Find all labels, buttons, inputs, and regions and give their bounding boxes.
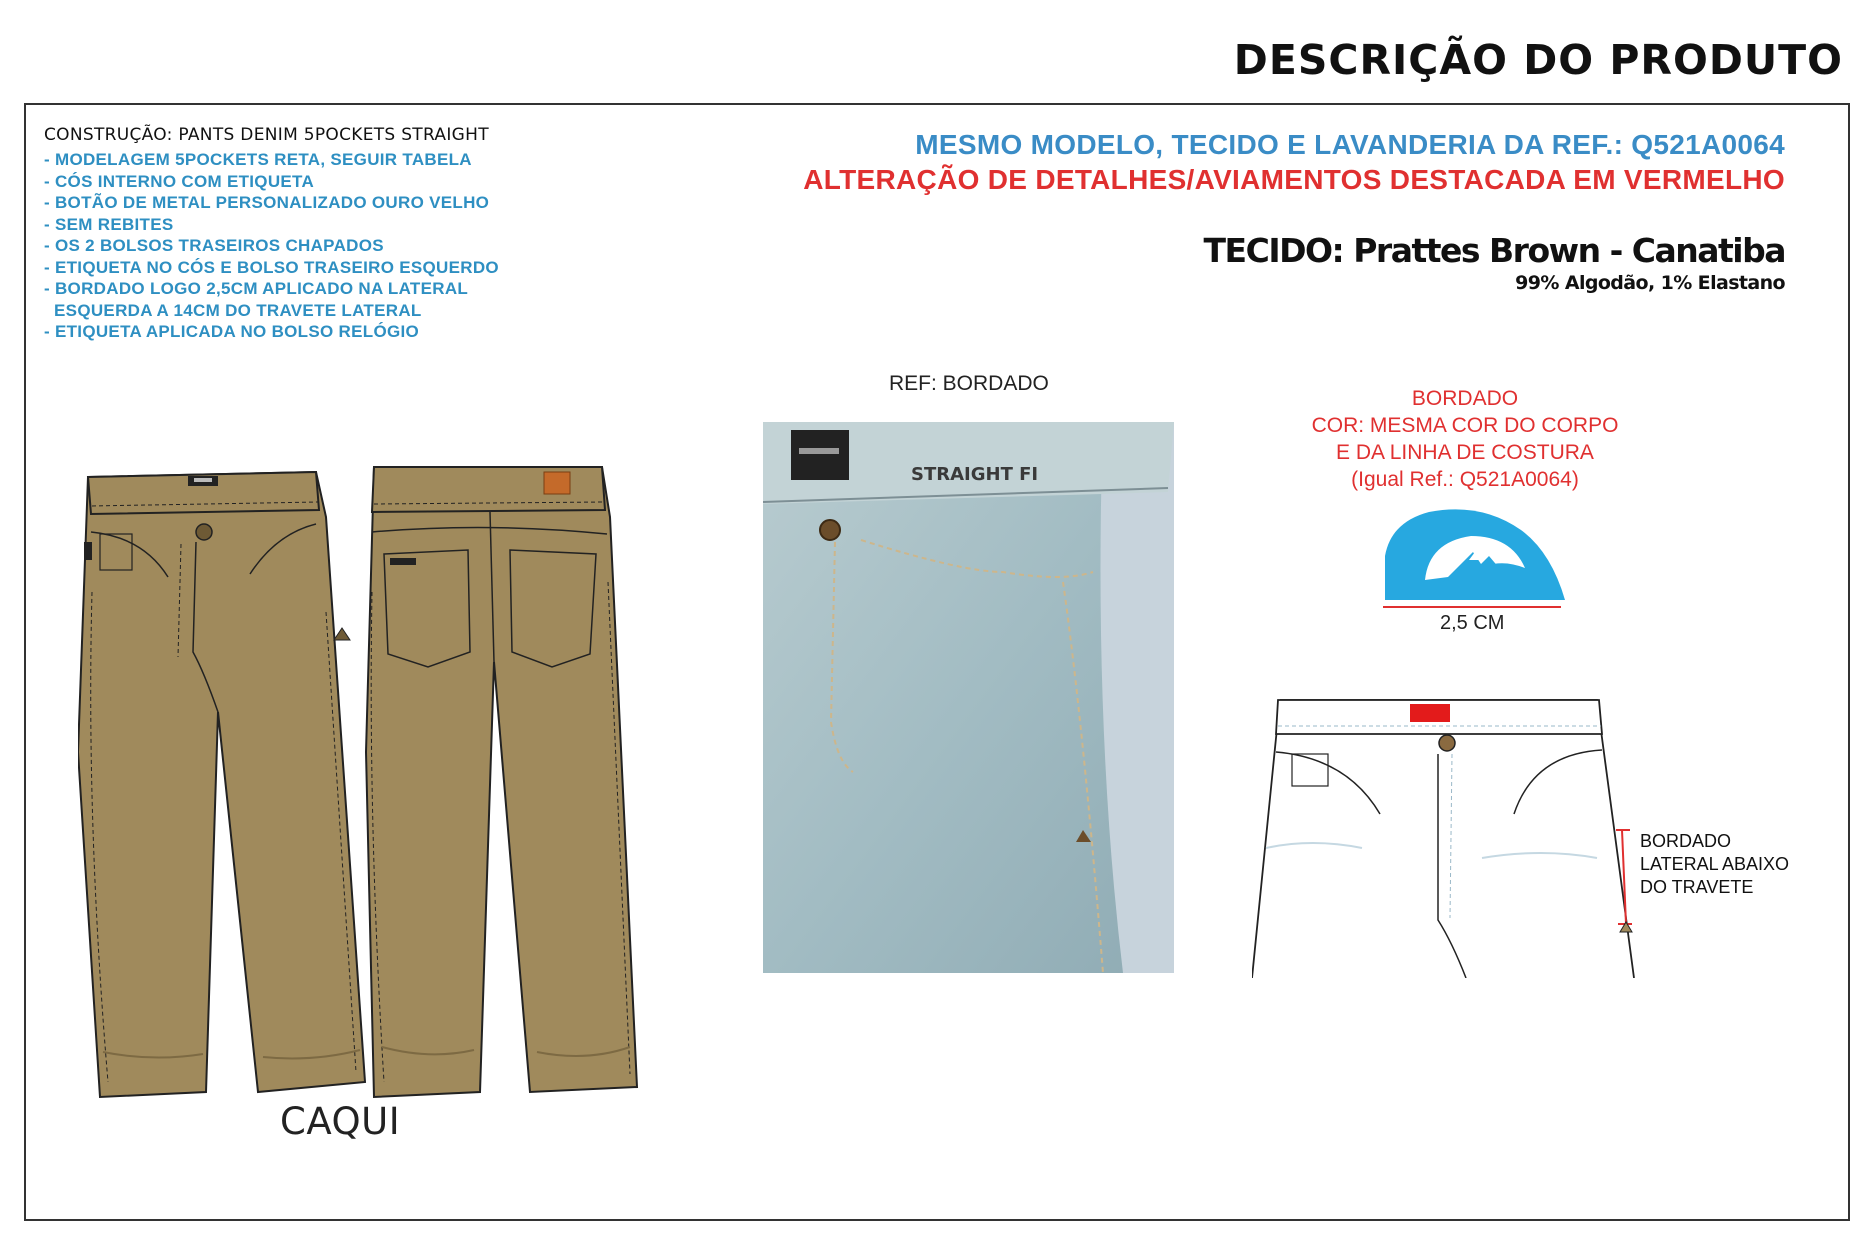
page-title: DESCRIÇÃO DO PRODUTO xyxy=(1233,36,1843,84)
photo-label: REF: BORDADO xyxy=(889,372,1049,395)
placement-line: DO TRAVETE xyxy=(1640,877,1754,897)
logo-size-label: 2,5 CM xyxy=(1440,612,1505,634)
logo-size-line xyxy=(1383,606,1561,608)
embroidery-note-line: BORDADO xyxy=(1411,387,1519,410)
construction-item: ESQUERDA A 14CM DO TRAVETE LATERAL xyxy=(44,300,422,320)
changes-note: ALTERAÇÃO DE DETALHES/AVIAMENTOS DESTACADA EM VERMELHO xyxy=(803,164,1785,195)
reference-notes xyxy=(803,128,1785,198)
construction-list xyxy=(44,149,499,343)
construction-item: - ETIQUETA NO CÓS E BOLSO TRASEIRO ESQUERDO xyxy=(44,257,499,277)
fabric-name: TECIDO: Prattes Brown - Canatiba xyxy=(1203,231,1785,270)
svg-text:STRAIGHT FI: STRAIGHT FI xyxy=(911,464,1039,485)
brand-logo-icon xyxy=(1385,508,1567,600)
garment-color-label: CAQUI xyxy=(280,1100,401,1143)
fabric-info xyxy=(1204,230,1785,294)
construction-item: - BORDADO LOGO 2,5CM APLICADO NA LATERAL xyxy=(44,279,469,298)
construction-item: - SEM REBITES xyxy=(44,214,174,234)
embroidery-note-line: COR: MESMA COR DO CORPO xyxy=(1311,414,1619,437)
construction-item: - MODELAGEM 5POCKETS RETA, SEGUIR TABELA xyxy=(44,150,472,169)
reference-photo xyxy=(763,422,1174,973)
construction-item: - BOTÃO DE METAL PERSONALIZADO OURO VELHO xyxy=(44,193,490,212)
construction-section xyxy=(44,125,499,343)
pants-front-drawing xyxy=(78,462,368,1102)
placement-line: LATERAL ABAIXO xyxy=(1640,854,1790,874)
embroidery-note-line: (Igual Ref.: Q521A0064) xyxy=(1351,468,1579,491)
fabric-composition: 99% Algodão, 1% Elastano xyxy=(1515,272,1785,294)
construction-heading: CONSTRUÇÃO: PANTS DENIM 5POCKETS STRAIGHT xyxy=(44,125,489,145)
placement-line: BORDADO xyxy=(1640,831,1732,851)
embroidery-note xyxy=(1290,385,1640,493)
embroidery-placement-note xyxy=(1640,830,1789,899)
pants-back-drawing xyxy=(362,462,642,1102)
embroidery-note-line: E DA LINHA DE COSTURA xyxy=(1336,441,1594,464)
same-model-note: MESMO MODELO, TECIDO E LAVANDERIA DA REF.: Q521A0064 xyxy=(915,129,1785,160)
construction-item: - CÓS INTERNO COM ETIQUETA xyxy=(44,171,315,191)
construction-item: - ETIQUETA APLICADA NO BOLSO RELÓGIO xyxy=(44,322,420,341)
construction-item: - OS 2 BOLSOS TRASEIROS CHAPADOS xyxy=(44,236,384,255)
detail-drawing xyxy=(1252,688,1637,978)
